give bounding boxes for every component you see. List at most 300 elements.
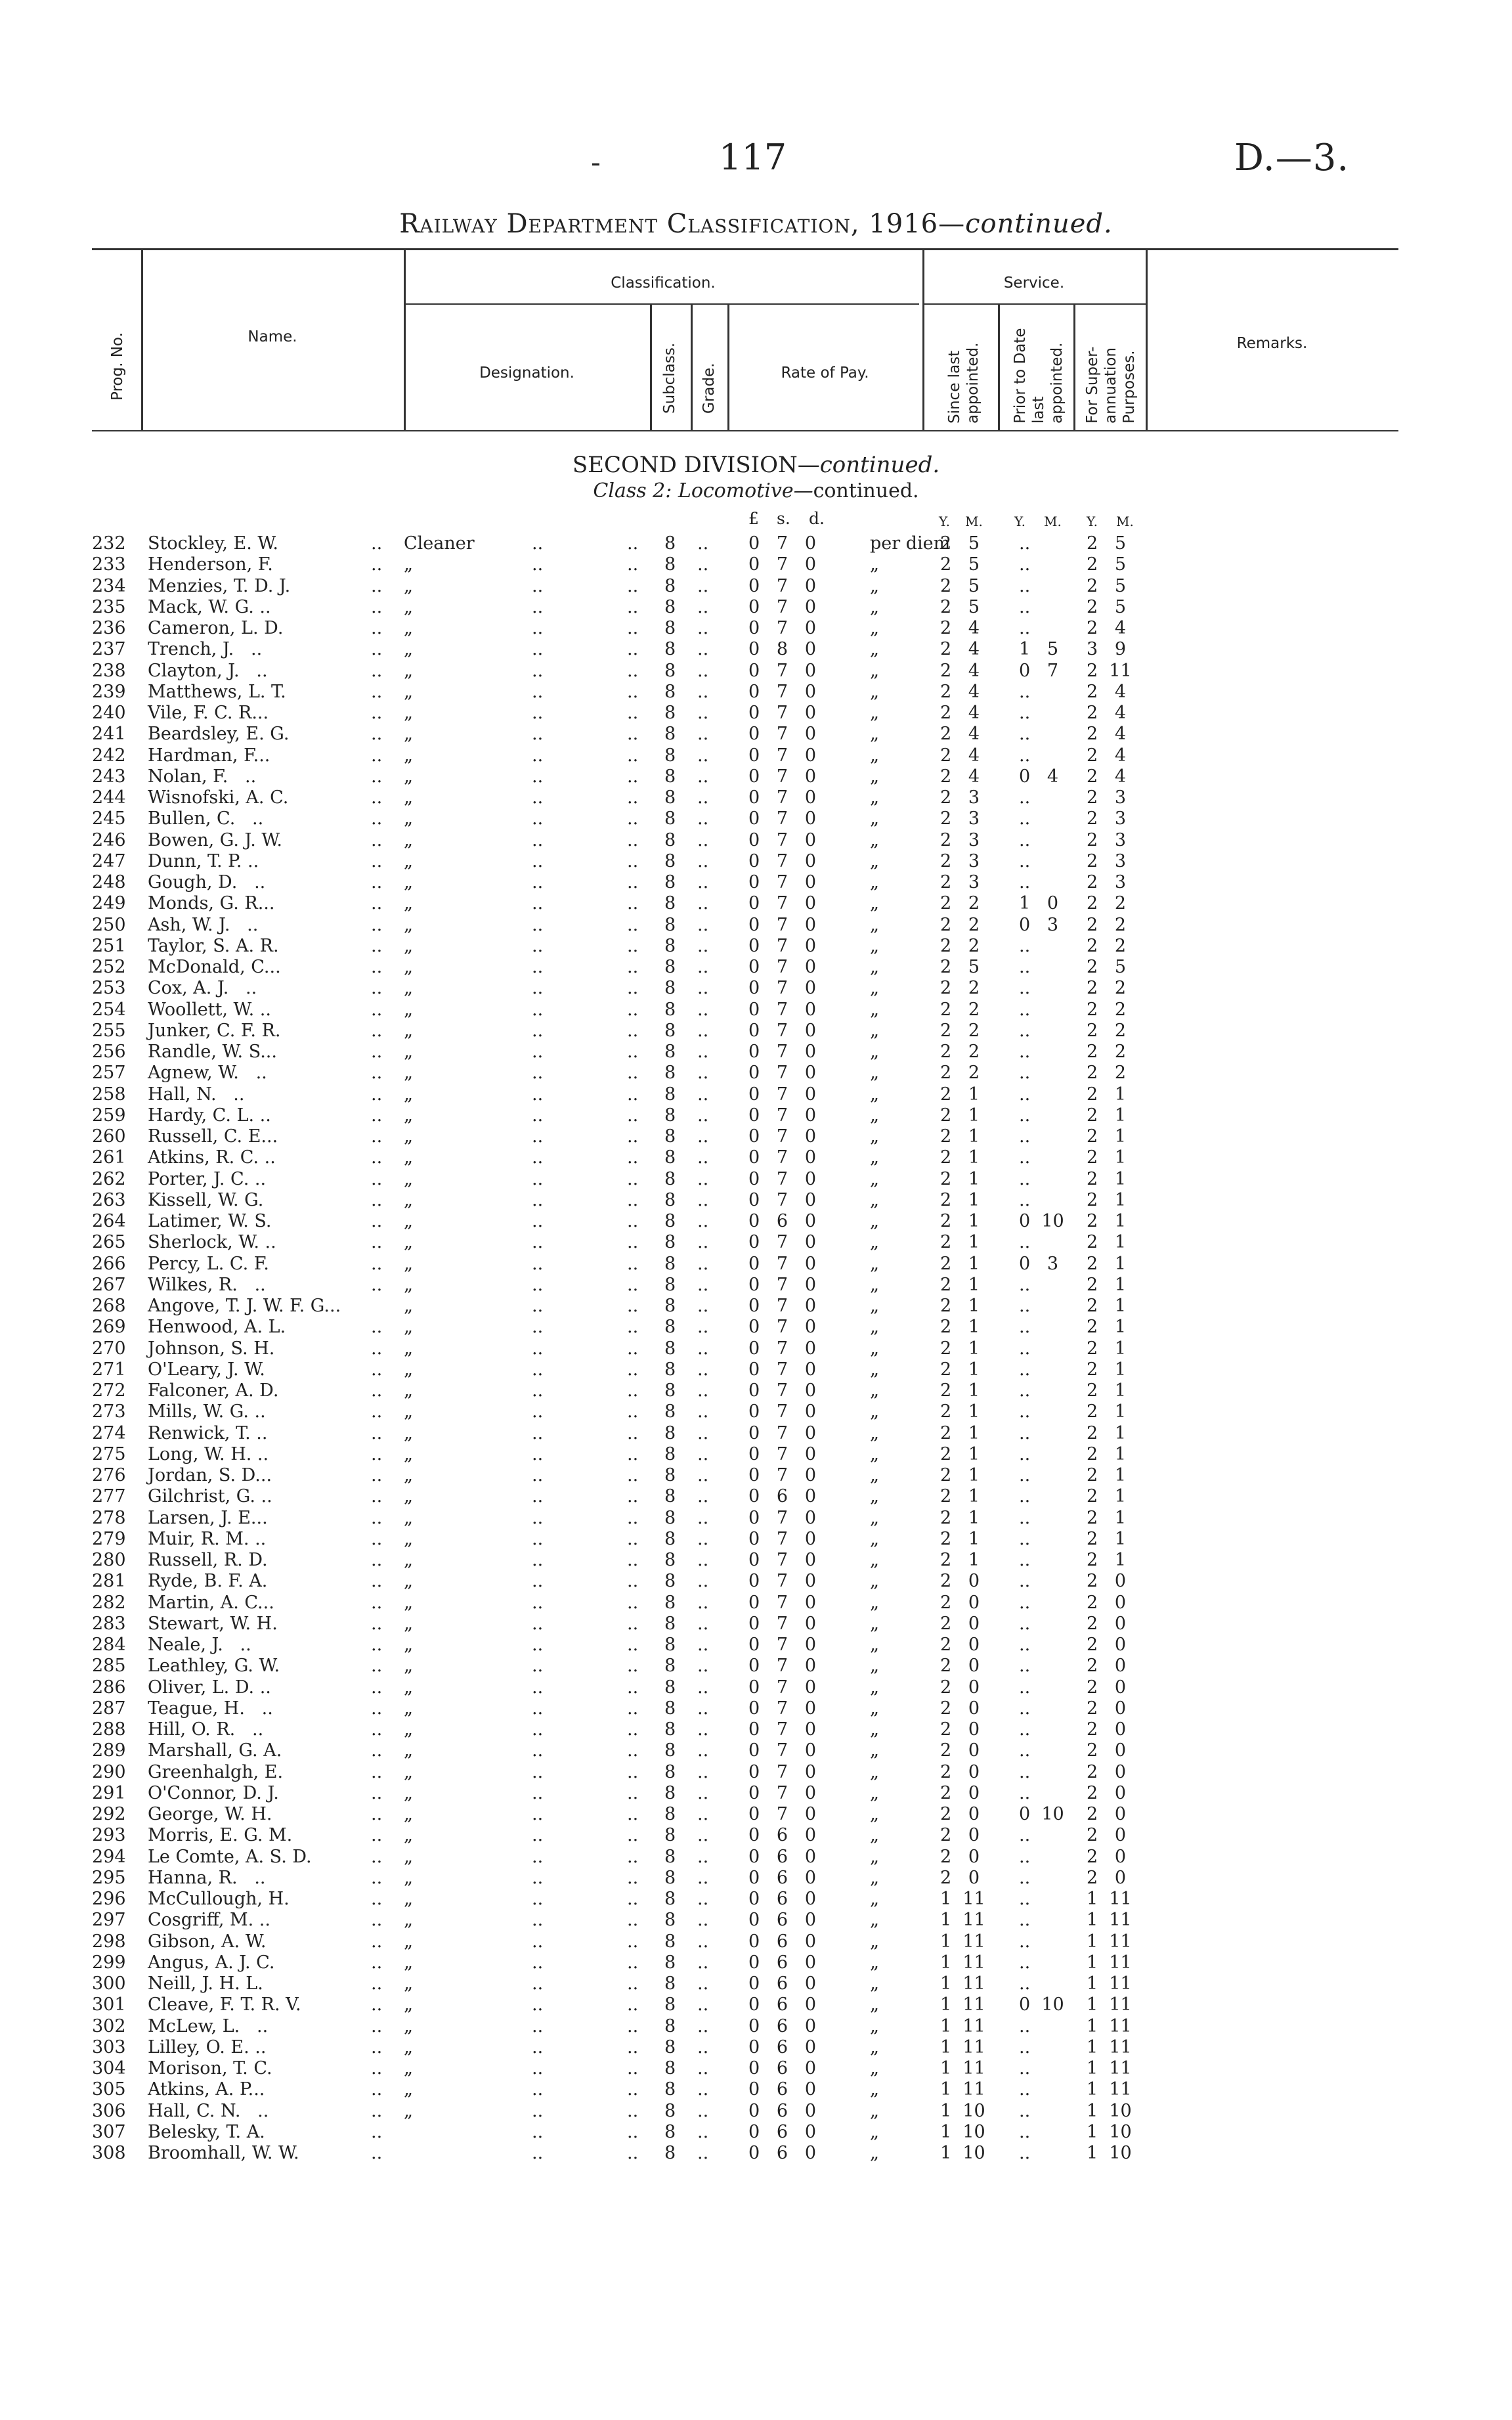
rate-of-pay: 0 7 0 [748,851,817,871]
staff-name: Hill, O. R. .. [148,1719,264,1740]
service-superannuation: 2 1 [1087,1190,1127,1210]
class-name: Locomotive— [678,479,813,502]
rate-of-pay: 0 6 0 [748,2058,817,2079]
staff-name: Cox, A. J. .. [148,978,257,998]
rate-of-pay: 0 6 0 [748,1952,817,1973]
rate-of-pay: 0 7 0 [748,936,817,956]
service-prior: .. [1019,1084,1031,1105]
service-since-last: 2 1 [940,1359,980,1380]
service-superannuation: 2 0 [1087,1677,1127,1698]
page-number: 117 [719,137,787,178]
leader-dots: .. [532,1190,544,1210]
service-prior: .. [1019,1465,1031,1485]
rate-of-pay: 0 7 0 [748,915,817,935]
service-prior: .. [1019,1359,1031,1380]
prog-number: 266 [92,1254,126,1274]
prog-number: 236 [92,618,126,638]
service-prior: .. [1019,936,1031,956]
designation: „ [404,597,413,617]
staff-name: Hall, C. N. .. [148,2101,269,2121]
service-prior: .. [1019,1825,1031,1845]
rate-of-pay: 0 7 0 [748,1444,817,1464]
rate-of-pay: 0 6 0 [748,2143,817,2163]
leader-dots: .. [532,1296,544,1316]
leader-dots: .. [371,1338,383,1359]
class-continued: continued. [813,479,919,502]
service-superannuation: 2 5 [1087,533,1127,554]
leader-dots: .. [697,1021,709,1041]
leader-dots: .. [532,915,544,935]
leader-dots: .. [532,1593,544,1613]
service-prior: .. [1019,1401,1031,1422]
leader-dots: .. [697,1952,709,1973]
leader-dots: .. [627,1275,639,1295]
leader-dots: .. [627,1084,639,1105]
leader-dots: .. [532,1423,544,1443]
leader-dots: .. [371,2058,383,2079]
pay-period: „ [870,1211,879,1231]
table-row [0,1994,1512,2016]
service-since-last: 2 1 [940,1126,980,1147]
leader-dots: .. [532,1000,544,1020]
leader-dots: .. [532,1084,544,1105]
section-title [0,452,1512,478]
service-superannuation: 2 1 [1087,1508,1127,1528]
service-prior: .. [1019,1868,1031,1888]
service-prior: .. [1019,1614,1031,1634]
prog-number: 252 [92,957,126,977]
designation: „ [404,936,413,956]
leader-dots: .. [697,2016,709,2036]
designation: „ [404,1614,413,1634]
table-row [0,1000,1512,1021]
subclass: 8 [664,724,676,744]
designation: „ [404,1084,413,1105]
leader-dots: .. [697,1042,709,1062]
subclass: 8 [664,893,676,913]
designation: „ [404,1105,413,1126]
table-row [0,1931,1512,1953]
rate-of-pay: 0 7 0 [748,957,817,977]
leader-dots: .. [371,1804,383,1824]
table-row [0,1847,1512,1868]
prog-number: 298 [92,1931,126,1952]
staff-name: Angove, T. J. W. F. G... [148,1296,341,1316]
service-superannuation: 1 11 [1087,2016,1132,2036]
service-superannuation: 2 11 [1087,661,1132,681]
prog-number: 304 [92,2058,126,2079]
pay-period: „ [870,2143,879,2163]
pay-period: „ [870,703,879,723]
service-superannuation: 2 0 [1087,1635,1127,1655]
leader-dots: .. [532,554,544,575]
designation: „ [404,1973,413,1994]
prog-number: 267 [92,1275,126,1295]
designation: „ [404,2037,413,2057]
rate-of-pay: 0 7 0 [748,1338,817,1359]
table-row [0,1211,1512,1233]
service-superannuation: 2 2 [1087,978,1127,998]
prog-number: 302 [92,2016,126,2036]
pay-period: per diem [870,533,951,554]
leader-dots: .. [697,1825,709,1845]
leader-dots: .. [697,1868,709,1888]
table-row [0,1190,1512,1212]
staff-name: Mills, W. G. .. [148,1401,266,1422]
leader-dots: .. [627,787,639,808]
designation: „ [404,1529,413,1549]
leader-dots: .. [697,1910,709,1930]
service-since-last: 2 0 [940,1847,980,1867]
subclass: 8 [664,1275,676,1295]
designation: „ [404,1147,413,1168]
pay-period: „ [870,1825,879,1845]
leader-dots: .. [627,724,639,744]
leader-dots: .. [627,936,639,956]
leader-dots: .. [371,1550,383,1570]
subclass: 8 [664,1359,676,1380]
prog-number: 243 [92,766,126,787]
service-prior: 0 10 [1019,1211,1064,1231]
leader-dots: .. [532,2122,544,2142]
prog-number: 238 [92,661,126,681]
designation: „ [404,745,413,766]
rate-of-pay: 0 7 0 [748,1677,817,1698]
col-divider [691,303,693,430]
service-prior: .. [1019,1275,1031,1295]
leader-dots: .. [697,2058,709,2079]
pay-period: „ [870,1147,879,1168]
pay-period: „ [870,1021,879,1041]
staff-name: Belesky, T. A. [148,2122,265,2142]
staff-name: Henderson, F. [148,554,273,575]
pay-period: „ [870,1656,879,1676]
leader-dots: .. [532,851,544,871]
rate-of-pay: 0 7 0 [748,787,817,808]
leader-dots: .. [371,1401,383,1422]
rate-of-pay: 0 7 0 [748,1147,817,1168]
staff-name: Hardman, F... [148,745,270,766]
leader-dots: .. [697,1126,709,1147]
staff-name: Russell, R. D. [148,1550,268,1570]
leader-dots: .. [627,1254,639,1274]
leader-dots: .. [371,2101,383,2121]
designation: „ [404,1338,413,1359]
subclass: 8 [664,1211,676,1231]
page-reference: D.—3. [1234,137,1350,179]
leader-dots: .. [627,1740,639,1761]
service-superannuation: 2 1 [1087,1423,1127,1443]
service-prior: .. [1019,808,1031,829]
leader-dots: .. [697,915,709,935]
staff-name: Randle, W. S... [148,1042,277,1062]
rate-of-pay: 0 7 0 [748,1021,817,1041]
leader-dots: .. [627,1063,639,1083]
subclass: 8 [664,1719,676,1740]
designation: „ [404,703,413,723]
designation: „ [404,1804,413,1824]
rate-of-pay: 0 7 0 [748,597,817,617]
leader-dots: .. [627,1614,639,1634]
designation: „ [404,1169,413,1189]
table-row [0,2058,1512,2080]
header-rate-of-pay: Rate of Pay. [781,364,869,382]
service-superannuation: 2 0 [1087,1740,1127,1761]
leader-dots: .. [532,1719,544,1740]
rate-of-pay: 0 6 0 [748,1868,817,1888]
leader-dots: .. [697,2101,709,2121]
table-row [0,554,1512,576]
staff-name: O'Leary, J. W. [148,1359,265,1380]
designation: „ [404,1000,413,1020]
table-row [0,1973,1512,1995]
leader-dots: .. [627,1359,639,1380]
subclass: 8 [664,2079,676,2100]
rate-of-pay: 0 7 0 [748,1550,817,1570]
table-row [0,1656,1512,1677]
table-row [0,872,1512,894]
leader-dots: .. [371,1063,383,1083]
subclass: 8 [664,1380,676,1401]
service-prior: 1 5 [1019,639,1059,659]
service-superannuation: 1 11 [1087,2058,1132,2079]
leader-dots: .. [532,2037,544,2057]
table-row [0,1635,1512,1656]
table-row [0,1126,1512,1148]
subclass: 8 [664,703,676,723]
service-since-last: 2 2 [940,1042,980,1062]
leader-dots: .. [532,1105,544,1126]
leader-dots: .. [532,1952,544,1973]
leader-dots: .. [697,2122,709,2142]
service-superannuation: 2 2 [1087,936,1127,956]
service-prior: .. [1019,957,1031,977]
subclass: 8 [664,1000,676,1020]
leader-dots: .. [371,1931,383,1952]
service-since-last: 2 3 [940,787,980,808]
service-superannuation: 2 1 [1087,1380,1127,1401]
staff-name: Le Comte, A. S. D. [148,1847,312,1867]
leader-dots: .. [627,1190,639,1210]
leader-dots: .. [627,554,639,575]
leader-dots: .. [371,554,383,575]
leader-dots: .. [697,1635,709,1655]
leader-dots: .. [697,1931,709,1952]
pay-period: „ [870,936,879,956]
leader-dots: .. [371,1889,383,1909]
staff-name: Jordan, S. D... [148,1465,272,1485]
prog-number: 245 [92,808,126,829]
title-year: , 1916— [850,209,966,239]
leader-dots: .. [371,661,383,681]
col-divider [1073,303,1075,430]
prog-number: 244 [92,787,126,808]
staff-name: Beardsley, E. G. [148,724,290,744]
pay-period: „ [870,1698,879,1719]
pay-period: „ [870,576,879,596]
table-row [0,2037,1512,2059]
leader-dots: .. [532,1169,544,1189]
service-since-last: 2 4 [940,703,980,723]
pay-period: „ [870,1317,879,1337]
leader-dots: .. [371,1952,383,1973]
rate-of-pay: 0 7 0 [748,1508,817,1528]
leader-dots: .. [697,1994,709,2015]
pay-period: „ [870,872,879,892]
prog-number: 259 [92,1105,126,1126]
staff-name: Ryde, B. F. A. [148,1571,268,1591]
service-since-last: 1 11 [940,1994,985,2015]
pay-period: „ [870,618,879,638]
service-prior: .. [1019,1190,1031,1210]
rate-of-pay: 0 7 0 [748,1105,817,1126]
pay-period: „ [870,597,879,617]
designation: „ [404,661,413,681]
staff-name: Percy, L. C. F. [148,1254,269,1274]
service-superannuation: 2 1 [1087,1444,1127,1464]
table-row [0,1359,1512,1381]
header-superannuation: For Super-annuation Purposes. [1084,346,1138,424]
designation: „ [404,787,413,808]
service-prior: .. [1019,1042,1031,1062]
leader-dots: .. [532,682,544,702]
designation: „ [404,957,413,977]
designation: „ [404,1063,413,1083]
prog-number: 256 [92,1042,126,1062]
designation: „ [404,1275,413,1295]
leader-dots: .. [371,957,383,977]
staff-name: Sherlock, W. .. [148,1232,276,1252]
leader-dots: .. [697,724,709,744]
rate-of-pay: 0 6 0 [748,2079,817,2100]
prog-number: 260 [92,1126,126,1147]
leader-dots: .. [371,1254,383,1274]
pay-period: „ [870,1952,879,1973]
service-superannuation: 2 1 [1087,1084,1127,1105]
leader-dots: .. [627,1656,639,1676]
service-superannuation: 2 4 [1087,724,1127,744]
service-superannuation: 2 0 [1087,1614,1127,1634]
leader-dots: .. [532,830,544,850]
service-since-last: 1 11 [940,2058,985,2079]
leader-dots: .. [371,1359,383,1380]
subclass: 8 [664,1232,676,1252]
designation: „ [404,1593,413,1613]
table-row [0,1486,1512,1508]
subclass: 8 [664,1931,676,1952]
leader-dots: .. [627,1423,639,1443]
service-superannuation: 2 4 [1087,618,1127,638]
leader-dots: .. [697,957,709,977]
leader-dots: .. [697,1423,709,1443]
rate-of-pay: 0 6 0 [748,1973,817,1994]
leader-dots: .. [532,1762,544,1782]
service-superannuation: 2 2 [1087,915,1127,935]
service-superannuation: 2 0 [1087,1825,1127,1845]
staff-name: Russell, C. E... [148,1126,278,1147]
table-row [0,597,1512,619]
table-row [0,830,1512,852]
leader-dots: .. [627,1444,639,1464]
service-since-last: 2 3 [940,872,980,892]
service-prior: .. [1019,703,1031,723]
subclass: 8 [664,1021,676,1041]
leader-dots: .. [627,745,639,766]
prog-number: 262 [92,1169,126,1189]
table-row [0,1825,1512,1847]
service-since-last: 2 4 [940,724,980,744]
leader-dots: .. [627,1677,639,1698]
designation: „ [404,1401,413,1422]
pay-period: „ [870,1105,879,1126]
subclass: 8 [664,830,676,850]
leader-dots: .. [371,1232,383,1252]
service-prior: .. [1019,1593,1031,1613]
staff-name: Gilchrist, G. .. [148,1486,272,1507]
leader-dots: .. [532,1847,544,1867]
pay-period: „ [870,1169,879,1189]
rate-of-pay: 0 7 0 [748,1465,817,1485]
service-superannuation: 2 1 [1087,1296,1127,1316]
rate-of-pay: 0 6 0 [748,2122,817,2142]
subclass: 8 [664,1910,676,1930]
subclass: 8 [664,1825,676,1845]
service-since-last: 2 5 [940,554,980,575]
service-since-last: 1 11 [940,1931,985,1952]
service-prior: .. [1019,787,1031,808]
leader-dots: .. [627,915,639,935]
leader-dots: .. [532,766,544,787]
leader-dots: .. [627,661,639,681]
leader-dots: .. [371,787,383,808]
leader-dots: .. [371,1465,383,1485]
leader-dots: .. [371,830,383,850]
leader-dots: .. [371,1147,383,1168]
unit-shillings: s. [777,509,790,528]
subclass: 8 [664,1169,676,1189]
pay-period: „ [870,745,879,766]
leader-dots: .. [627,2101,639,2121]
service-prior: .. [1019,1147,1031,1168]
service-superannuation: 2 3 [1087,851,1127,871]
leader-dots: .. [697,1740,709,1761]
unit-years: Y. [1014,514,1026,529]
table-row [0,893,1512,915]
designation: „ [404,1783,413,1803]
subclass: 8 [664,1147,676,1168]
service-since-last: 2 0 [940,1762,980,1782]
service-superannuation: 1 11 [1087,1952,1132,1973]
prog-number: 265 [92,1232,126,1252]
leader-dots: .. [627,1889,639,1909]
staff-name: Morris, E. G. M. [148,1825,293,1845]
service-prior: .. [1019,1698,1031,1719]
service-since-last: 1 11 [940,1952,985,1973]
prog-number: 273 [92,1401,126,1422]
subclass: 8 [664,639,676,659]
service-superannuation: 2 0 [1087,1656,1127,1676]
leader-dots: .. [697,978,709,998]
service-superannuation: 1 11 [1087,1994,1132,2015]
table-row [0,703,1512,724]
leader-dots: .. [532,703,544,723]
table-row [0,2016,1512,2038]
pay-period: „ [870,1635,879,1655]
service-prior: 0 3 [1019,915,1059,935]
leader-dots: .. [697,1529,709,1549]
designation: „ [404,1296,413,1316]
service-since-last: 1 11 [940,1973,985,1994]
